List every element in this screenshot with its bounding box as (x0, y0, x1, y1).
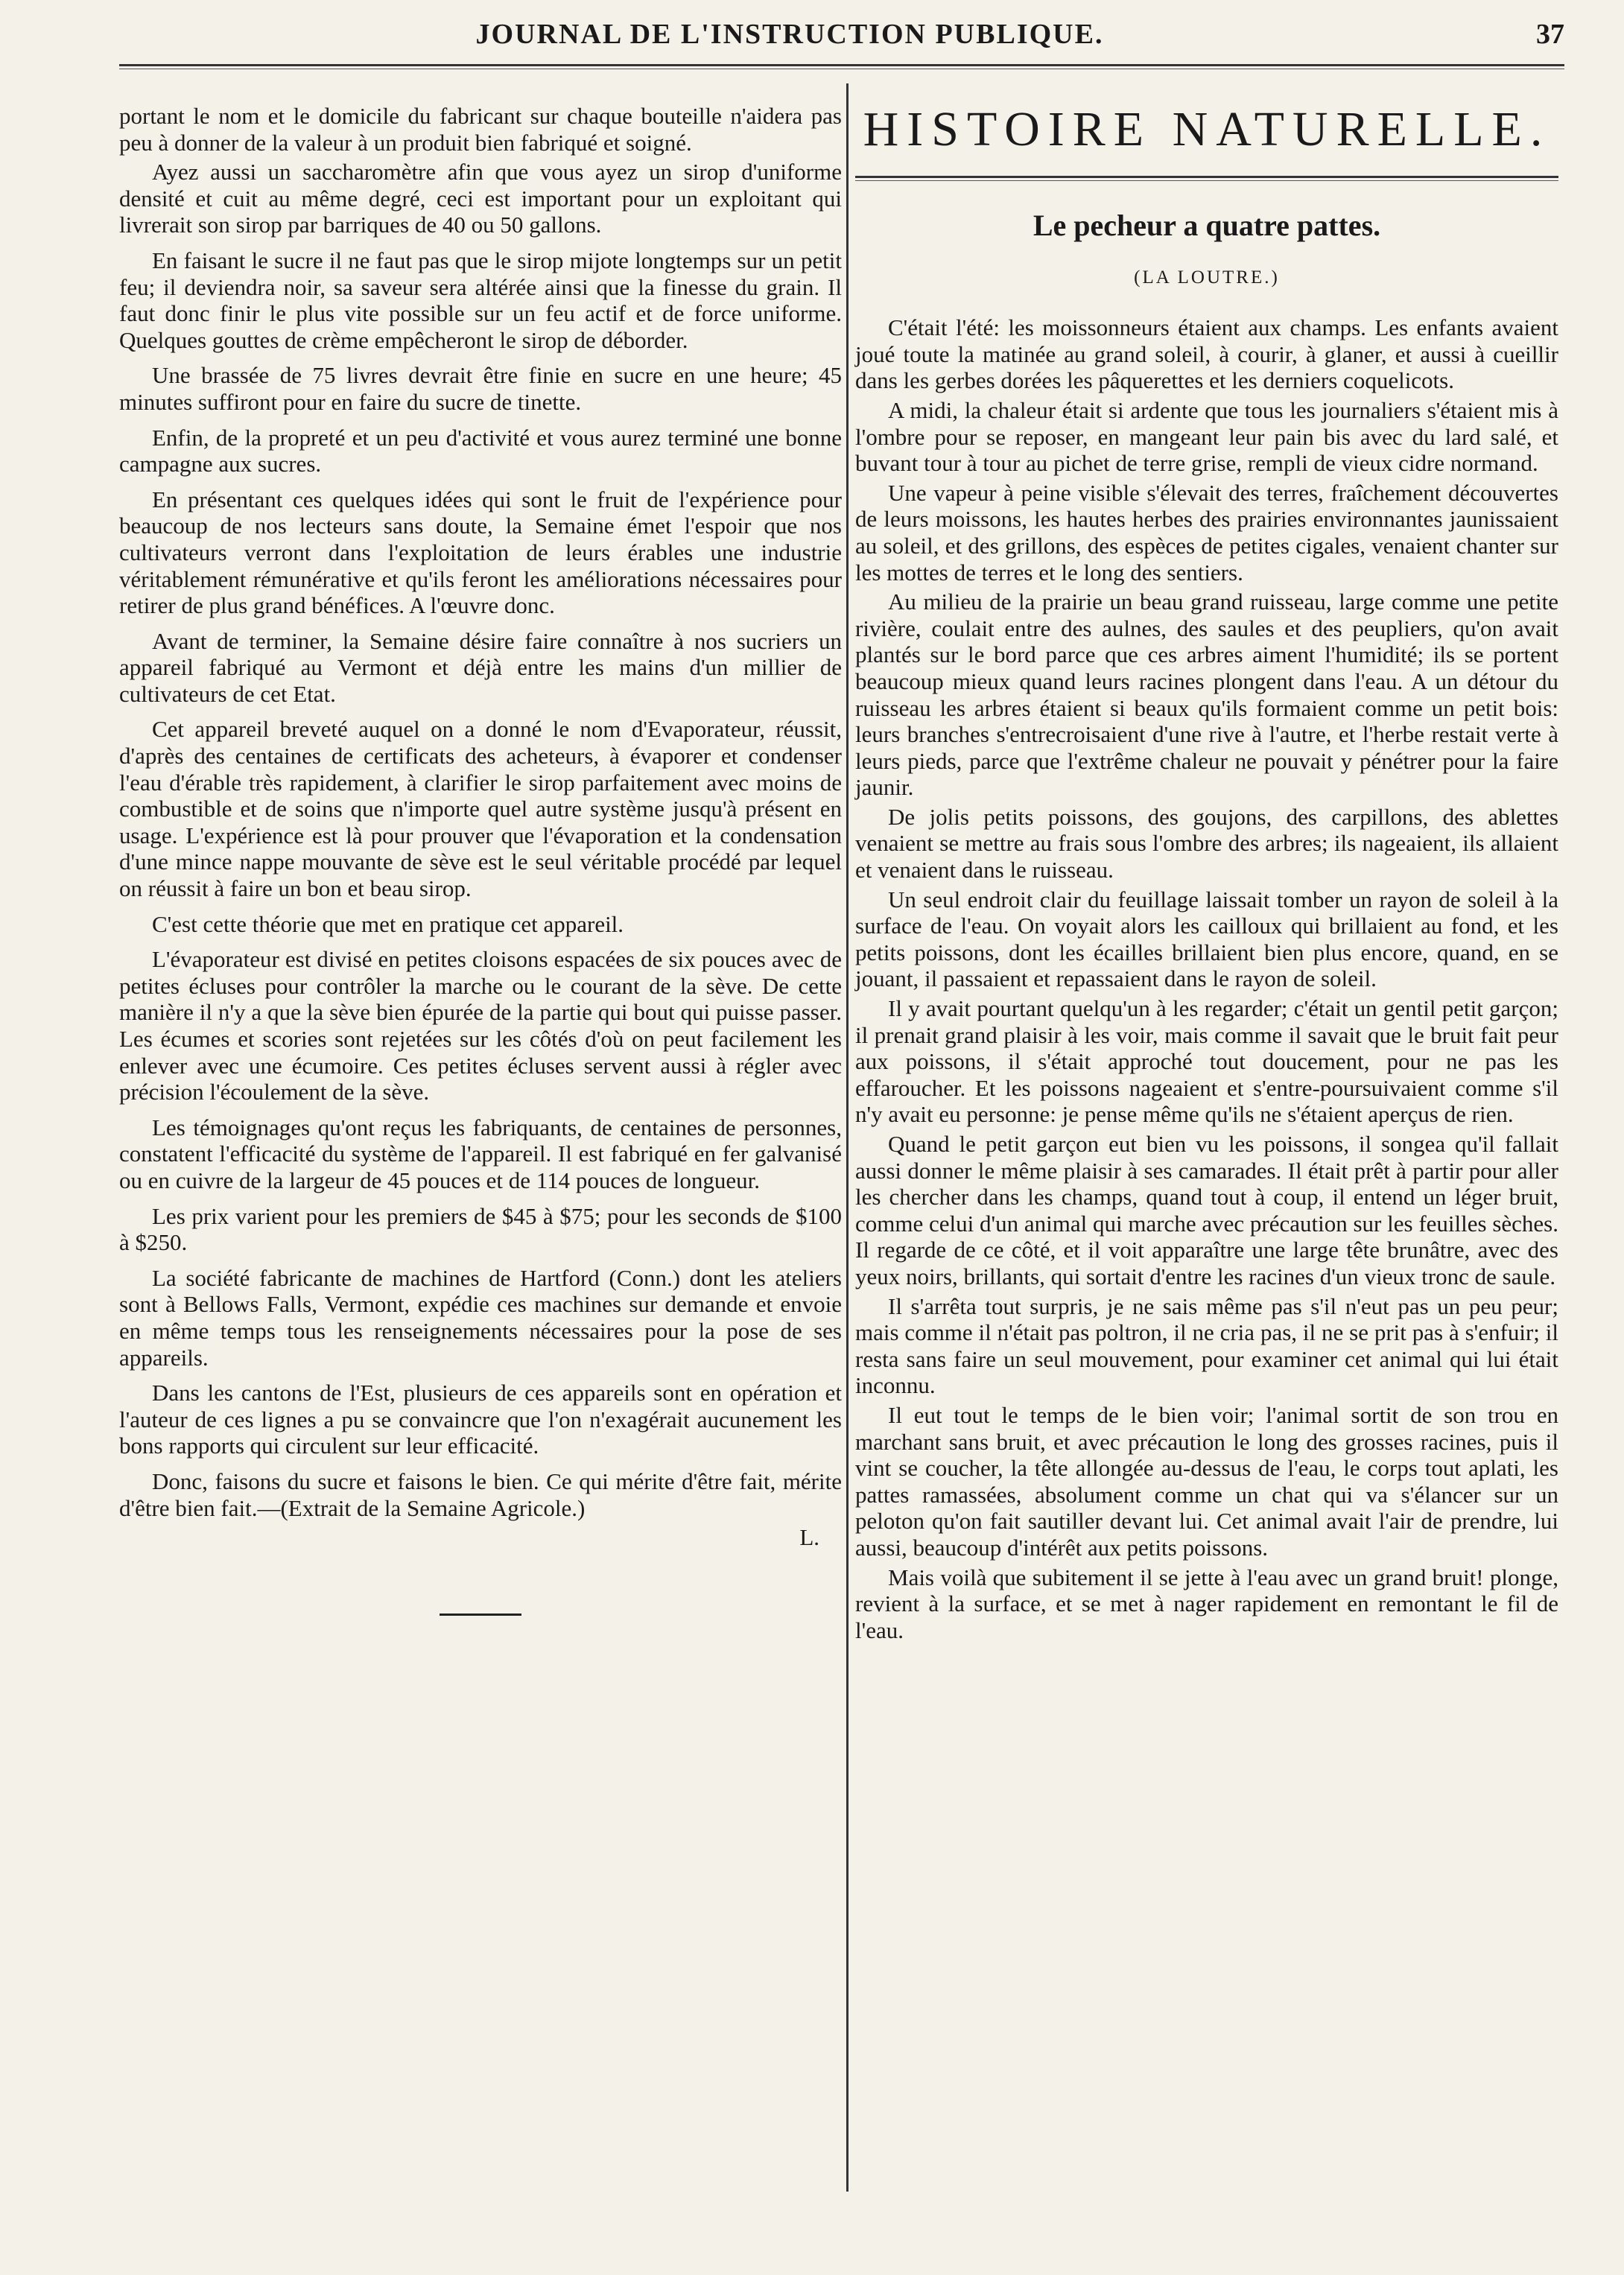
article-title: Le pecheur a quatre pattes. (1033, 209, 1381, 242)
author-signature: L. (799, 1524, 819, 1551)
column-divider (846, 83, 849, 2192)
journal-title: JOURNAL DE L'INSTRUCTION PUBLIQUE. (475, 19, 1104, 50)
right-paragraph-9: Il s'arrêta tout surpris, je ne sais même pas s'il n'eut pas un peu peur; mais comme il n'était pas poltron, il ne cria pas, il ne se prit pas à s'enfuir; il resta sans faire un seul mouvement, pour examiner cet animal qui lui était inconnu. (855, 1292, 1558, 1399)
left-paragraph-6: En présentant ces quelques idées qui sont le fruit de l'expérience pour beaucoup de nos lecteurs sans doute, la Semaine émet l'espoir que nos cultivateurs verront dans l'exploitation de leurs érables une industrie véritablement rémunérative et qu'ils feront les améliorations nécessaires pour retirer de plus grand bénéfices. A l'œuvre donc. (119, 486, 842, 619)
left-paragraph-5: Enfin, de la propreté et un peu d'activité et vous aurez terminé une bonne campagne aux sucres. (119, 424, 842, 477)
right-paragraph-8: Quand le petit garçon eut bien vu les poissons, il songea qu'il fallait aussi donner le même plaisir à ses camarades. Il était prêt à partir pour aller les chercher dans les champs, quand tout à coup, il entend un léger bruit, comme celui d'un animal qui marche avec précaution sur les feuilles sèches. Il regarde de ce côté, et il voit apparaître une large tête brunâtre, avec des yeux noirs, brillants, qui sortait d'entre les racines d'un vieux tronc de saule. (855, 1131, 1558, 1289)
right-paragraph-2: A midi, la chaleur était si ardente que tous les journaliers s'étaient mis à l'ombre pour se reposer, en mangeant leur pain bis avec du lard salé, et buvant tour à tour au pichet de terre grise, rempli de vieux cidre normand. (855, 396, 1558, 477)
left-paragraph-14: Dans les cantons de l'Est, plusieurs de ces appareils sont en opération et l'auteur de ces lignes a pu se convaincre que l'on n'exagérait aucunement les bons rapports qui circulent sur leur efficacité. (119, 1380, 842, 1459)
left-paragraph-15: Donc, faisons du sucre et faisons le bien. Ce qui mérite d'être fait, mérite d'être bien fait.—(Extrait de la Semaine Agricole.) (119, 1468, 842, 1521)
article-subtitle: (LA LOUTRE.) (1134, 267, 1280, 288)
right-column (855, 103, 1558, 1646)
article-end-rule (440, 1614, 521, 1616)
left-paragraph-2: Ayez aussi un saccharomètre afin que vous ayez un sirop d'uniforme densité et cuit au même degré, ceci est important pour un exploitant qui livrerait son sirop par barriques de 40 ou 50 gallons. (119, 159, 842, 238)
section-title: HISTOIRE NATURELLE. (863, 102, 1551, 156)
right-paragraph-10: Il eut tout le temps de le bien voir; l'animal sortit de son trou en marchant sans bruit, et avec précaution le long des grosses racines, puis il vint se coucher, la tête allongée au-dessus de l'eau, le corps tout aplati, les pattes ramassées, absolument comme un chat qui va s'élancer sur un peloton qu'on fait sautiller devant lui. Cet animal avait l'air de prendre, lui aussi, beaucoup d'intérêt aux petits poissons. (855, 1401, 1558, 1561)
running-head (119, 13, 1564, 60)
header-double-rule (119, 64, 1564, 69)
right-paragraph-7: Il y avait pourtant quelqu'un à les regarder; c'était un gentil petit garçon; il prenait grand plaisir à les voir, mais comme il savait que le bruit fait peur aux poissons, il s'était approché tout doucement, pour ne pas les effaroucher. Et les poissons nageaient et s'entre-poursuivaient comme s'il n'y avait eu personne: je pense même qu'ils ne s'étaient aperçus de rien. (855, 995, 1558, 1128)
left-paragraph-9: C'est cette théorie que met en pratique cet appareil. (152, 910, 624, 937)
left-paragraph-4: Une brassée de 75 livres devrait être finie en sucre en une heure; 45 minutes suffiront pour en faire du sucre de tinette. (119, 362, 842, 415)
page-number: 37 (1536, 19, 1564, 50)
left-paragraph-10: L'évaporateur est divisé en petites cloisons espacées de six pouces avec de petites écluses pour contrôler la marche ou le courant de la sève. De cette manière il n'y a que la sève bien épurée de la partie qui bout qui puisse passer. Les écumes et scories sont rejetées sur les côtés d'où on peut facilement les enlever avec une écumoire. Ces petites écluses servent aussi à régler avec précision l'écoulement de la sève. (119, 946, 842, 1105)
right-paragraph-11: Mais voilà que subitement il se jette à l'eau avec un grand bruit! plonge, revient à la surface, et se met à nager rapidement en remontant le fil de l'eau. (855, 1564, 1558, 1643)
section-double-rule (855, 176, 1558, 181)
left-paragraph-3: En faisant le sucre il ne faut pas que le sirop mijote longtemps sur un petit feu; il deviendra noir, sa saveur sera altérée ainsi que la finesse du grain. Il faut donc finir le plus vite possible sur un feu actif et de force uniforme. Quelques gouttes de crème empêcheront le sirop de déborder. (119, 247, 842, 353)
left-paragraph-13: La société fabricante de machines de Hartford (Conn.) dont les ateliers sont à Bellows Falls, Vermont, expédie ces machines sur demande et envoie en même temps tous les renseignements nécessaires pour la pose de ses appareils. (119, 1264, 842, 1371)
left-paragraph-12: Les prix varient pour les premiers de $45 à $75; pour les seconds de $100 à $250. (119, 1202, 842, 1256)
left-paragraph-8: Cet appareil breveté auquel on a donné le nom d'Evaporateur, réussit, d'après des centaines de certificats des acheteurs, à évaporer et condenser l'eau d'érable très rapidement, à clarifier le sirop parfaitement avec moins de combustible et de soins que n'importe quel autre système jusqu'à présent en usage. L'expérience est là pour prouver que l'évaporation et la condensation d'une mince nappe mouvante de sève est le seul véritable procédé par lequel on réussit à faire un bon et beau sirop. (119, 716, 842, 902)
left-paragraph-11: Les témoignages qu'ont reçus les fabriquants, de centaines de personnes, constatent l'efficacité du système de l'appareil. Il est fabriqué en fer galvanisé ou en cuivre de la largeur de 45 pouces et de 114 pouces de longueur. (119, 1114, 842, 1193)
right-paragraph-4: Au milieu de la prairie un beau grand ruisseau, large comme une petite rivière, coulait entre des aulnes, des saules et des peupliers, qu'on avait plantés sur le bord parce que ces arbres aiment l'humidité; ils se portent beaucoup mieux quand leurs racines plongent dans l'eau. A un détour du ruisseau les arbres étaient si beaux qu'ils formaient comme un petit bois: leurs branches s'entrecroisaient d'une rive à l'autre, et l'herbe restait verte à leurs pieds, parce que l'extrême chaleur ne pouvait y pénétrer pour la faire jaunir. (855, 588, 1558, 801)
right-paragraph-6: Un seul endroit clair du feuillage laissait tomber un rayon de soleil à la surface de l'eau. On voyait alors les cailloux qui brillaient au fond, et les petits poissons, dont les écailles brillaient bien plus encore, quand, en se jouant, il passaient et repassaient dans le rayon de soleil. (855, 886, 1558, 992)
left-paragraph-1: portant le nom et le domicile du fabricant sur chaque bouteille n'aidera pas peu à donner de la valeur à un produit bien fabriqué et soigné. (119, 103, 842, 156)
right-paragraph-5: De jolis petits poissons, des goujons, des carpillons, des ablettes venaient se mettre au frais sous l'ombre des arbres; ils nageaient, ils allaient et venaient dans le ruisseau. (855, 803, 1558, 883)
right-paragraph-3: Une vapeur à peine visible s'élevait des terres, fraîchement découvertes de leurs moissons, les hautes herbes des prairies environnantes jaunissaient au soleil, et des grillons, des espèces de petites cigales, venaient chanter sur les mottes de terres et le long des sentiers. (855, 479, 1558, 586)
right-paragraph-1: C'était l'été: les moissonneurs étaient aux champs. Les enfants avaient joué toute la matinée au grand soleil, à courir, à glaner, et aussi à cueillir dans les gerbes dorées les pâquerettes et les derniers coquelicots. (855, 314, 1558, 394)
left-column (119, 103, 842, 1616)
left-paragraph-7: Avant de terminer, la Semaine désire faire connaître à nos sucriers un appareil fabriqué au Vermont et déjà entre les mains d'un millier de cultivateurs de cet Etat. (119, 627, 842, 707)
